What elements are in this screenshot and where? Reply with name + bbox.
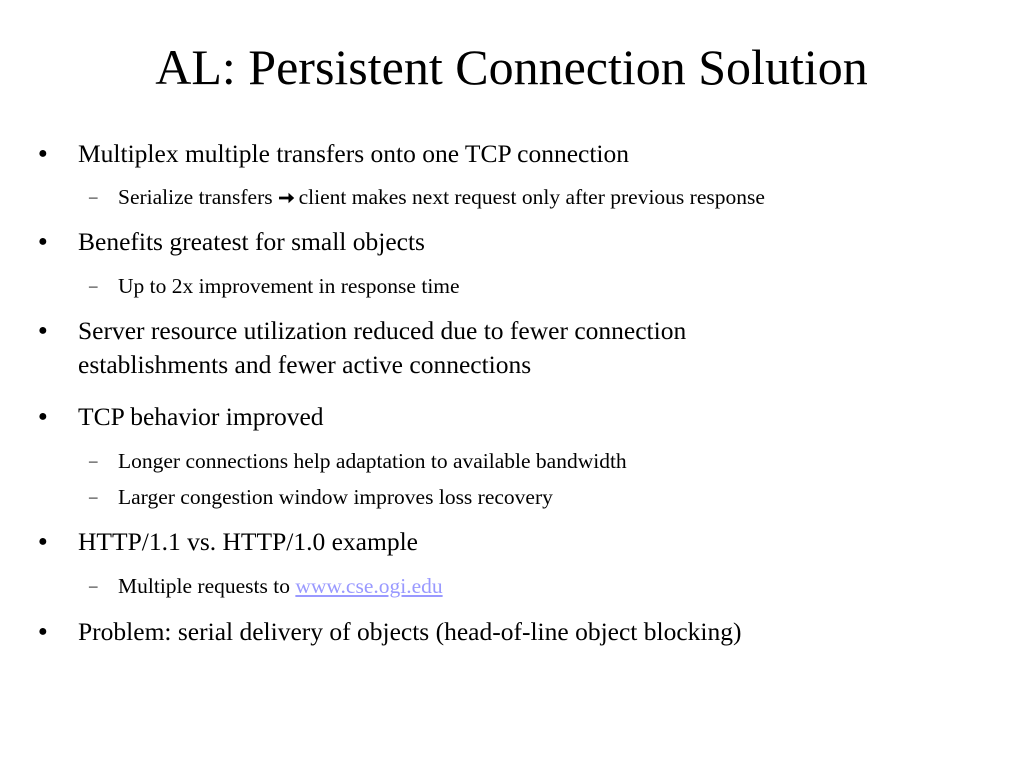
slide-title: AL: Persistent Connection Solution [155,39,868,95]
bullet-icon: ● [38,408,48,425]
bullet-text-line1: Server resource utilization reduced due to fewer connection [78,316,687,345]
website-link[interactable]: www.cse.ogi.edu [295,574,443,598]
right-arrow-icon [278,191,295,205]
sub-bullet-text-part1: Serialize transfers [118,185,273,209]
bullet-icon: ● [38,145,48,162]
dash-icon: – [89,276,98,295]
dash-icon: – [89,487,98,506]
sub-bullet-item [89,272,460,300]
sub-bullet-text: Up to 2x improvement in response time [118,274,460,298]
bullet-item [38,525,418,559]
bullet-item [38,615,742,649]
sub-bullet-item [89,572,443,600]
bullet-text: Benefits greatest for small objects [78,227,425,256]
bullet-text-line2: establishments and fewer active connections [78,350,532,379]
sub-bullet-text: Multiple requests to [118,574,290,598]
dash-icon: – [89,451,98,470]
bullet-text: TCP behavior improved [78,402,324,431]
bullet-item [38,314,687,348]
bullet-icon: ● [38,233,48,250]
bullet-text: HTTP/1.1 vs. HTTP/1.0 example [78,527,418,556]
sub-bullet-text: Longer connections help adaptation to available bandwidth [118,449,627,473]
sub-bullet-text: Larger congestion window improves loss recovery [118,485,553,509]
sub-bullet-text-part2: client makes next request only after previous response [298,185,765,209]
bullet-icon: ● [38,623,48,640]
bullet-icon: ● [38,322,48,339]
bullet-item [38,137,630,171]
sub-bullet-item [89,447,627,475]
sub-bullet-item [89,183,765,211]
bullet-icon: ● [38,533,48,550]
bullet-item [38,225,425,259]
dash-icon: – [89,576,98,595]
bullet-continuation [78,348,531,382]
bullet-item [38,400,324,434]
bullet-text: Problem: serial delivery of objects (head-of-line object blocking) [78,617,742,646]
dash-icon: – [89,187,98,206]
sub-bullet-item [89,483,553,511]
bullet-text: Multiplex multiple transfers onto one TCP connection [78,139,630,168]
